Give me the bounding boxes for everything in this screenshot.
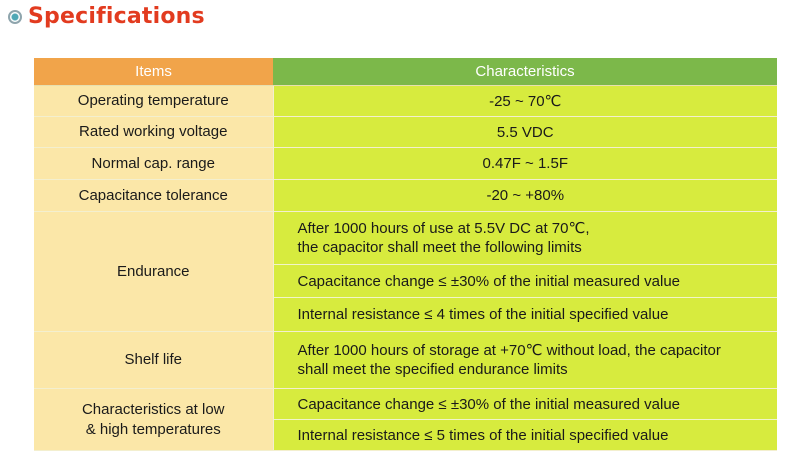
section-heading <box>8 4 205 29</box>
endurance-condition-line2: the capacitor shall meet the following limits <box>297 239 582 256</box>
item-capacitance-tolerance: Capacitance tolerance <box>34 180 273 212</box>
table-row <box>34 212 777 265</box>
items-column-header: Items <box>34 58 273 86</box>
endurance-condition-line1: After 1000 hours of use at 5.5V DC at 70℃, <box>297 220 590 237</box>
item-temp-characteristics <box>34 389 273 451</box>
value-normal-cap-range: 0.47F ~ 1.5F <box>273 148 777 180</box>
value-endurance-cap-change: Capacitance change ≤ ±30% of the initial measured value <box>273 265 777 298</box>
table-row <box>34 180 777 212</box>
table-row <box>34 117 777 148</box>
value-temp-cap-change: Capacitance change ≤ ±30% of the initial measured value <box>273 389 777 420</box>
item-shelf-life: Shelf life <box>34 332 273 389</box>
specifications-table <box>34 58 777 451</box>
item-endurance: Endurance <box>34 212 273 332</box>
characteristics-column-header: Characteristics <box>273 58 777 86</box>
value-operating-temperature: -25 ~ 70℃ <box>273 86 777 117</box>
page-title: Specifications <box>28 4 205 29</box>
table-header-row <box>34 58 777 86</box>
shelf-life-line2: shall meet the specified endurance limits <box>297 361 568 378</box>
temp-characteristics-line1: Characteristics at low <box>81 400 225 418</box>
item-normal-cap-range: Normal cap. range <box>34 148 273 180</box>
table-row <box>34 148 777 180</box>
circle-bullet-icon <box>8 10 22 24</box>
table-row <box>34 332 777 389</box>
table-row <box>34 389 777 420</box>
value-rated-working-voltage: 5.5 VDC <box>273 117 777 148</box>
value-shelf-life <box>273 332 777 389</box>
shelf-life-line1: After 1000 hours of storage at +70℃ without load, the capacitor <box>297 342 721 359</box>
value-endurance-condition <box>273 212 777 265</box>
value-temp-resistance: Internal resistance ≤ 5 times of the initial specified value <box>273 420 777 451</box>
table-row <box>34 86 777 117</box>
temp-characteristics-line2: & high temperatures <box>85 420 221 438</box>
item-operating-temperature: Operating temperature <box>34 86 273 117</box>
value-capacitance-tolerance: -20 ~ +80% <box>273 180 777 212</box>
item-rated-working-voltage: Rated working voltage <box>34 117 273 148</box>
value-endurance-resistance: Internal resistance ≤ 4 times of the initial specified value <box>273 298 777 332</box>
